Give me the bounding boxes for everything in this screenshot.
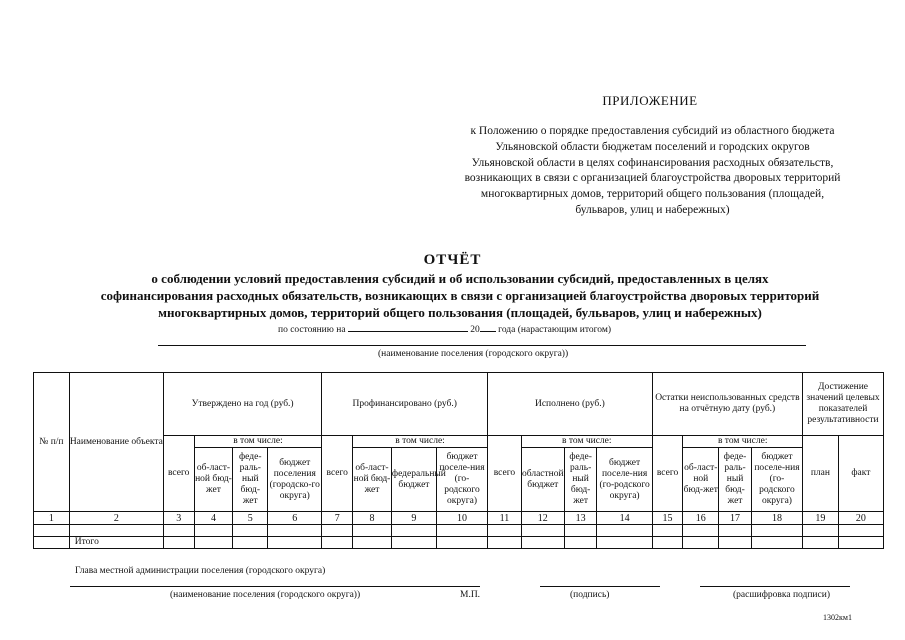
table-cell[interactable] <box>163 525 194 537</box>
head-of-administration-label: Глава местной администрации поселения (городского округа) <box>75 566 326 576</box>
table-cell[interactable] <box>838 537 883 549</box>
table-cell[interactable] <box>488 537 522 549</box>
group-header-remains: Остатки неиспользованных средств на отчётную дату (руб.) <box>652 373 802 436</box>
table-cell[interactable] <box>652 525 683 537</box>
year-prefix: 20 <box>470 325 480 335</box>
table-cell[interactable] <box>69 525 163 537</box>
table-cell[interactable] <box>353 537 392 549</box>
decode-caption: (расшифровка подписи) <box>733 590 830 600</box>
col-header-settlement: бюджет поселе-ния (го-родского округа) <box>597 448 652 512</box>
table-cell[interactable] <box>322 525 353 537</box>
column-number: 16 <box>683 512 719 525</box>
year-blank[interactable] <box>480 322 496 332</box>
table-cell[interactable] <box>652 537 683 549</box>
table-cell[interactable] <box>268 537 322 549</box>
signature-caption: (подпись) <box>570 590 610 600</box>
appendix-text <box>400 124 905 219</box>
group-header-approved: Утверждено на год (руб.) <box>163 373 322 436</box>
appendix-line: Ульяновской области в целях софинансирования расходных обязательств, <box>471 156 834 169</box>
group-header-target: Достижение значений целевых показателей результативности <box>803 373 884 436</box>
table-cell[interactable] <box>436 525 487 537</box>
table-cell[interactable] <box>597 537 652 549</box>
settlement-caption: (наименование поселения (городского округа)) <box>378 349 569 359</box>
table-cell[interactable] <box>194 525 233 537</box>
form-code: 1302км1 <box>823 613 852 622</box>
col-header-num: № п/п <box>34 373 70 512</box>
including-header: в том числе: <box>353 436 488 448</box>
table-cell[interactable] <box>803 525 839 537</box>
group-header-financed: Профинансировано (руб.) <box>322 373 488 436</box>
table-cell[interactable] <box>163 537 194 549</box>
table-cell[interactable] <box>719 525 752 537</box>
column-number: 18 <box>751 512 802 525</box>
as-of-date-line <box>278 322 611 335</box>
col-header-regional: областной бюджет <box>521 448 564 512</box>
col-header-name: Наименование объекта <box>69 373 163 512</box>
table-cell[interactable] <box>719 537 752 549</box>
group-header-executed: Исполнено (руб.) <box>488 373 653 436</box>
column-number: 12 <box>521 512 564 525</box>
column-number: 13 <box>564 512 597 525</box>
table-cell[interactable] <box>436 537 487 549</box>
appendix-line: бульваров, улиц и набережных) <box>575 203 730 216</box>
table-cell[interactable] <box>521 537 564 549</box>
settlement-name-caption: (наименование поселения (городского округа)) <box>170 590 361 600</box>
col-header-federal: феде-раль-ный бюд-жет <box>564 448 597 512</box>
as-of-prefix: по состоянию на <box>278 325 346 335</box>
col-header-total: всего <box>488 436 522 512</box>
column-number: 10 <box>436 512 487 525</box>
col-header-federal: феде-раль-ный бюд-жет <box>233 448 268 512</box>
column-number: 6 <box>268 512 322 525</box>
col-header-federal: федеральный бюджет <box>391 448 436 512</box>
appendix-line: возникающих в связи с организацией благоустройства дворовых территорий <box>464 172 841 185</box>
col-header-settlement: бюджет поселе-ния (го-родского округа) <box>436 448 487 512</box>
report-title: ОТЧЁТ <box>423 252 482 268</box>
column-number: 2 <box>69 512 163 525</box>
table-cell[interactable] <box>391 537 436 549</box>
report-subtitle <box>20 270 900 321</box>
column-number: 19 <box>803 512 839 525</box>
column-number: 3 <box>163 512 194 525</box>
report-subtitle-line: о соблюдении условий предоставления субсидий и об использовании субсидий, предоставленных в целях <box>151 271 769 286</box>
total-label: Итого <box>69 537 163 549</box>
total-row[interactable] <box>34 537 884 549</box>
report-subtitle-line: софинансирования расходных обязательств, возникающих в связи с организацией благоустройства дворовых территорий <box>100 288 820 303</box>
date-blank[interactable] <box>348 322 468 332</box>
table-cell[interactable] <box>233 525 268 537</box>
col-header-fact: факт <box>838 436 883 512</box>
table-cell[interactable] <box>803 537 839 549</box>
col-header-regional: об-ласт-ной бюд-жет <box>194 448 233 512</box>
table-cell[interactable] <box>521 525 564 537</box>
including-header: в том числе: <box>521 436 652 448</box>
column-number: 7 <box>322 512 353 525</box>
settlement-name-line[interactable] <box>158 345 806 346</box>
report-table <box>33 372 884 549</box>
decode-line[interactable] <box>700 586 850 587</box>
column-number: 5 <box>233 512 268 525</box>
table-cell[interactable] <box>268 525 322 537</box>
including-header: в том числе: <box>683 436 803 448</box>
table-cell[interactable] <box>683 537 719 549</box>
table-cell[interactable] <box>488 525 522 537</box>
column-number: 17 <box>719 512 752 525</box>
as-of-suffix: года (нарастающим итогом) <box>498 325 612 335</box>
table-cell[interactable] <box>194 537 233 549</box>
appendix-line: Ульяновской области бюджетам поселений и городских округов <box>495 140 810 153</box>
col-header-regional: об-ласт-ной бюд-жет <box>683 448 719 512</box>
column-number: 14 <box>597 512 652 525</box>
table-cell[interactable] <box>751 537 802 549</box>
appendix-line: многоквартирных домов, территорий общего пользования (площадей, <box>480 188 825 201</box>
stamp-caption: М.П. <box>460 590 481 600</box>
col-header-total: всего <box>163 436 194 512</box>
report-subtitle-line: многоквартирных домов, территорий общего пользования (площадей, бульваров, улиц и набережных) <box>158 305 762 320</box>
col-header-plan: план <box>803 436 839 512</box>
col-header-settlement: бюджет поселе-ния (го-родского округа) <box>751 448 802 512</box>
col-header-federal: феде-раль-ный бюд-жет <box>719 448 752 512</box>
column-number: 9 <box>391 512 436 525</box>
table-cell[interactable] <box>838 525 883 537</box>
table-row[interactable] <box>34 525 884 537</box>
appendix-line: к Положению о порядке предоставления субсидий из областного бюджета <box>470 125 835 137</box>
col-header-regional: об-ласт-ной бюд-жет <box>353 448 392 512</box>
table-cell[interactable] <box>34 525 70 537</box>
table-cell[interactable] <box>564 525 597 537</box>
table-cell[interactable] <box>233 537 268 549</box>
including-header: в том числе: <box>194 436 322 448</box>
col-header-total: всего <box>652 436 683 512</box>
table-cell[interactable] <box>353 525 392 537</box>
table-cell[interactable] <box>564 537 597 549</box>
column-number: 1 <box>34 512 70 525</box>
table-cell[interactable] <box>322 537 353 549</box>
column-number: 8 <box>353 512 392 525</box>
table-cell[interactable] <box>34 537 70 549</box>
signature-line[interactable] <box>540 586 660 587</box>
column-number: 11 <box>488 512 522 525</box>
column-number: 4 <box>194 512 233 525</box>
table-cell[interactable] <box>751 525 802 537</box>
settlement-signature-line[interactable] <box>70 586 480 587</box>
col-header-settlement: бюджет поселения (городско-го округа) <box>268 448 322 512</box>
column-number: 15 <box>652 512 683 525</box>
table-cell[interactable] <box>597 525 652 537</box>
col-header-total: всего <box>322 436 353 512</box>
column-number-row <box>34 512 884 525</box>
column-number: 20 <box>838 512 883 525</box>
table-cell[interactable] <box>391 525 436 537</box>
table-cell[interactable] <box>683 525 719 537</box>
appendix-title: ПРИЛОЖЕНИЕ <box>602 93 698 108</box>
